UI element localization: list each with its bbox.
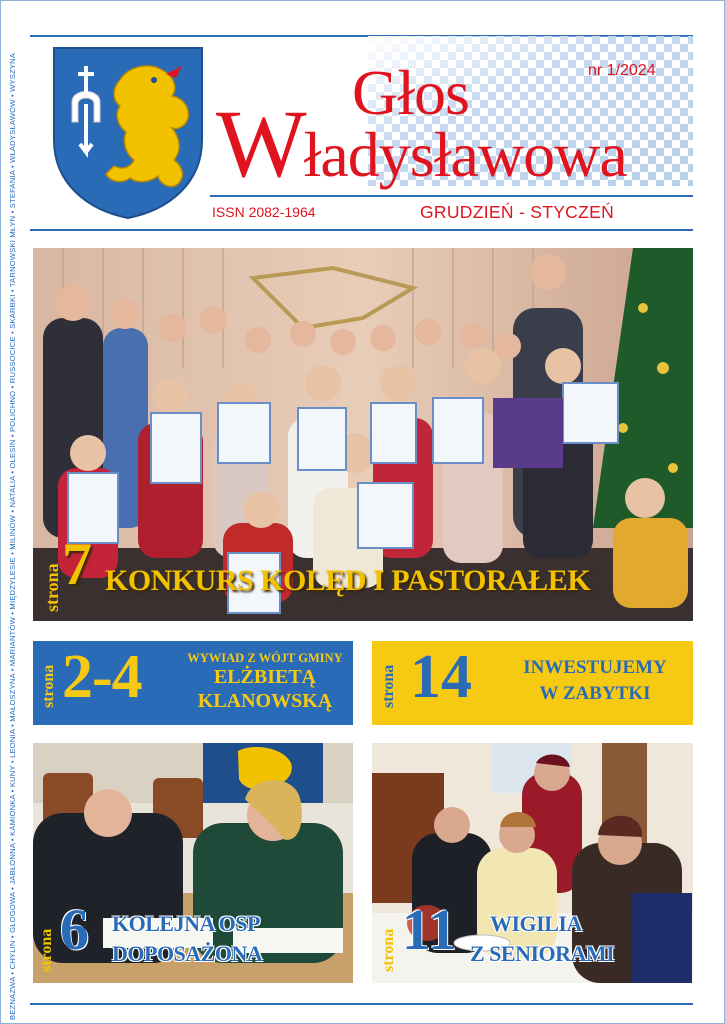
- seniors-line2: Z SENIORAMI: [470, 941, 615, 966]
- osp-line1: KOLEJNA OSP: [112, 911, 260, 936]
- seniors-page-number: 11: [402, 897, 457, 962]
- coat-of-arms-logo: [50, 44, 206, 220]
- interview-page-number: 2-4: [62, 643, 142, 711]
- main-page-number: 7: [62, 531, 92, 597]
- header-bottom-rule: [30, 229, 693, 231]
- investments-line2: W ZABYTKI: [539, 683, 651, 704]
- investments-strona-label: strona: [380, 664, 397, 708]
- seniors-line1: WIGILIA: [490, 911, 582, 936]
- issue-date-range: GRUDZIEŃ - STYCZEŃ: [420, 202, 615, 222]
- masthead-title-line1: Głos: [352, 57, 469, 128]
- main-headline: KONKURS KOLĘD I PASTORAŁEK: [105, 564, 591, 597]
- interview-line2: ELŻBIETĄ: [213, 666, 317, 688]
- main-strona-label: strona: [42, 563, 62, 612]
- masthead-title-initial: W: [216, 90, 304, 197]
- interview-line3: KLANOWSKĄ: [197, 690, 333, 712]
- bottom-rule: [30, 1003, 693, 1005]
- issue-number: nr 1/2024: [588, 62, 656, 79]
- seniors-strona-label: strona: [380, 928, 397, 972]
- masthead-title-rest: ładysławowa: [303, 119, 627, 190]
- village-list-strip: BEZNAZWA • CHYLIN • GŁOGOWA • JABŁONNA • KAMIONKA • KUNY • LEONIA • MAŁOSZYNA • MARIANTÓW • MIĘDZYLESIE • MILINÓW • NATALIA • OLESIN • POLICHNO • RUSSOCICE • SKARBKI • TARNOWSKI MŁYN • STEFANIA • WŁADYSŁAWÓW • WYSZYNA: [8, 52, 17, 1020]
- investments-page-number: 14: [410, 643, 472, 711]
- interview-line1: WYWIAD Z WÓJT GMINY: [187, 651, 343, 665]
- investments-line1: INWESTUJEMY: [523, 657, 667, 678]
- interview-strona-label: strona: [40, 664, 57, 708]
- osp-line2: DOPOSAŻONA: [112, 941, 263, 966]
- osp-page-number: 6: [60, 897, 89, 962]
- issn-label: ISSN 2082-1964: [212, 204, 316, 220]
- osp-strona-label: strona: [38, 928, 55, 972]
